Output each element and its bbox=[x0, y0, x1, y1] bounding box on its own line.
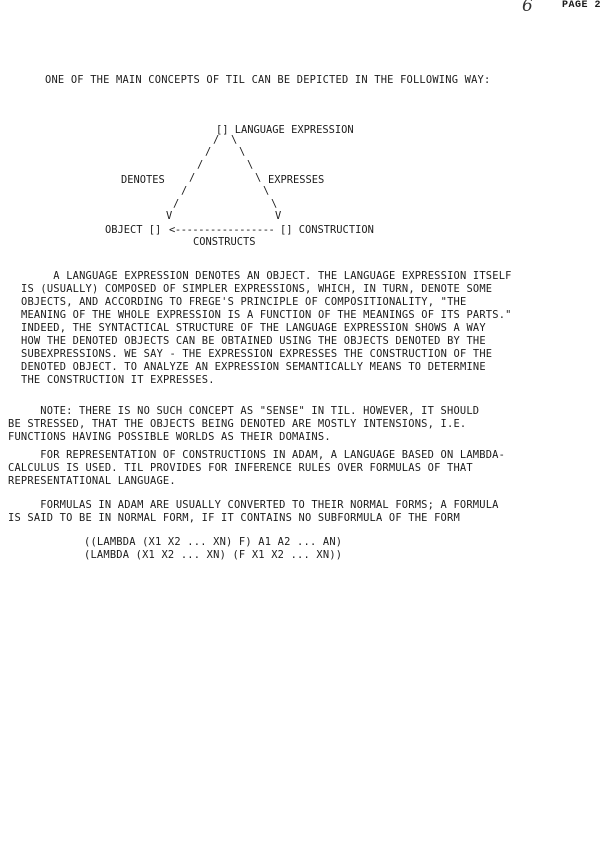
text-line: OBJECTS, AND ACCORDING TO FREGE'S PRINCIPLE OF COMPOSITIONALITY, "THE bbox=[21, 296, 467, 308]
text-line: SUBEXPRESSIONS. WE SAY - THE EXPRESSION EXPRESSES THE CONSTRUCTION OF THE bbox=[21, 348, 493, 360]
edge-right-segment: \ bbox=[263, 185, 270, 197]
formula-line: ((LAMBDA (X1 X2 ... XN) F) A1 A2 ... AN) bbox=[84, 536, 343, 548]
text-line: FORMULAS IN ADAM ARE USUALLY CONVERTED TO THEIR NORMAL FORMS; A FORMULA bbox=[8, 499, 499, 511]
paragraph-normal-forms bbox=[8, 499, 613, 525]
label-denotes: DENOTES bbox=[121, 174, 165, 186]
arrowhead-right: V bbox=[275, 210, 282, 222]
text-line: INDEED, THE SYNTACTICAL STRUCTURE OF THE LANGUAGE EXPRESSION SHOWS A WAY bbox=[21, 322, 486, 334]
edge-right-segment: \ bbox=[231, 134, 238, 146]
arrow-constructs: <----------------- bbox=[169, 224, 275, 236]
edge-right-segment: \ bbox=[247, 159, 254, 171]
paragraph-note bbox=[8, 405, 613, 444]
intro-sentence: ONE OF THE MAIN CONCEPTS OF TIL CAN BE DEPICTED IN THE FOLLOWING WAY: bbox=[45, 74, 491, 86]
paragraph-language-expression bbox=[21, 270, 613, 387]
edge-left-segment: / bbox=[189, 172, 196, 184]
node-construction: [] CONSTRUCTION bbox=[280, 224, 374, 236]
text-line: IS (USUALLY) COMPOSED OF SIMPLER EXPRESSIONS, WHICH, IN TURN, DENOTE SOME bbox=[21, 283, 493, 295]
text-line: DENOTED OBJECT. TO ANALYZE AN EXPRESSION SEMANTICALLY MEANS TO DETERMINE bbox=[21, 361, 486, 373]
text-line: THE CONSTRUCTION IT EXPRESSES. bbox=[21, 374, 215, 386]
formula-block bbox=[84, 536, 342, 562]
text-line: CALCULUS IS USED. TIL PROVIDES FOR INFERENCE RULES OVER FORMULAS OF THAT bbox=[8, 462, 473, 474]
edge-right-segment: \ bbox=[239, 146, 246, 158]
text-line: HOW THE DENOTED OBJECTS CAN BE OBTAINED USING THE OBJECTS DENOTED BY THE bbox=[21, 335, 486, 347]
label-constructs: CONSTRUCTS bbox=[193, 236, 256, 248]
page-label: PAGE 2 bbox=[562, 0, 602, 11]
arrowhead-left: V bbox=[166, 210, 173, 222]
text-line: FOR REPRESENTATION OF CONSTRUCTIONS IN ADAM, A LANGUAGE BASED ON LAMBDA- bbox=[8, 449, 506, 461]
edge-right-segment: \ bbox=[255, 172, 262, 184]
label-expresses: EXPRESSES bbox=[268, 174, 325, 186]
text-line: BE STRESSED, THAT THE OBJECTS BEING DENOTED ARE MOSTLY INTENSIONS, I.E. bbox=[8, 418, 467, 430]
text-line: MEANING OF THE WHOLE EXPRESSION IS A FUNCTION OF THE MEANINGS OF ITS PARTS." bbox=[21, 309, 512, 321]
edge-left-segment: / bbox=[197, 159, 204, 171]
edge-left-segment: / bbox=[213, 134, 220, 146]
edge-left-segment: / bbox=[205, 146, 212, 158]
paragraph-representation bbox=[8, 449, 613, 488]
formula-line: (LAMBDA (X1 X2 ... XN) (F X1 X2 ... XN)) bbox=[84, 549, 343, 561]
text-line: IS SAID TO BE IN NORMAL FORM, IF IT CONTAINS NO SUBFORMULA OF THE FORM bbox=[8, 512, 460, 524]
node-language-expression: [] LANGUAGE EXPRESSION bbox=[216, 124, 354, 136]
handwritten-page-number: 6 bbox=[522, 0, 533, 16]
node-object: OBJECT [] bbox=[105, 224, 162, 236]
text-line: A LANGUAGE EXPRESSION DENOTES AN OBJECT. THE LANGUAGE EXPRESSION ITSELF bbox=[21, 270, 512, 282]
edge-right-segment: \ bbox=[271, 198, 278, 210]
edge-left-segment: / bbox=[181, 185, 188, 197]
text-line: REPRESENTATIONAL LANGUAGE. bbox=[8, 475, 176, 487]
text-line: FUNCTIONS HAVING POSSIBLE WORLDS AS THEIR DOMAINS. bbox=[8, 431, 331, 443]
edge-left-segment: / bbox=[173, 198, 180, 210]
text-line: NOTE: THERE IS NO SUCH CONCEPT AS "SENSE" IN TIL. HOWEVER, IT SHOULD bbox=[8, 405, 480, 417]
til-triangle-diagram bbox=[0, 0, 613, 260]
